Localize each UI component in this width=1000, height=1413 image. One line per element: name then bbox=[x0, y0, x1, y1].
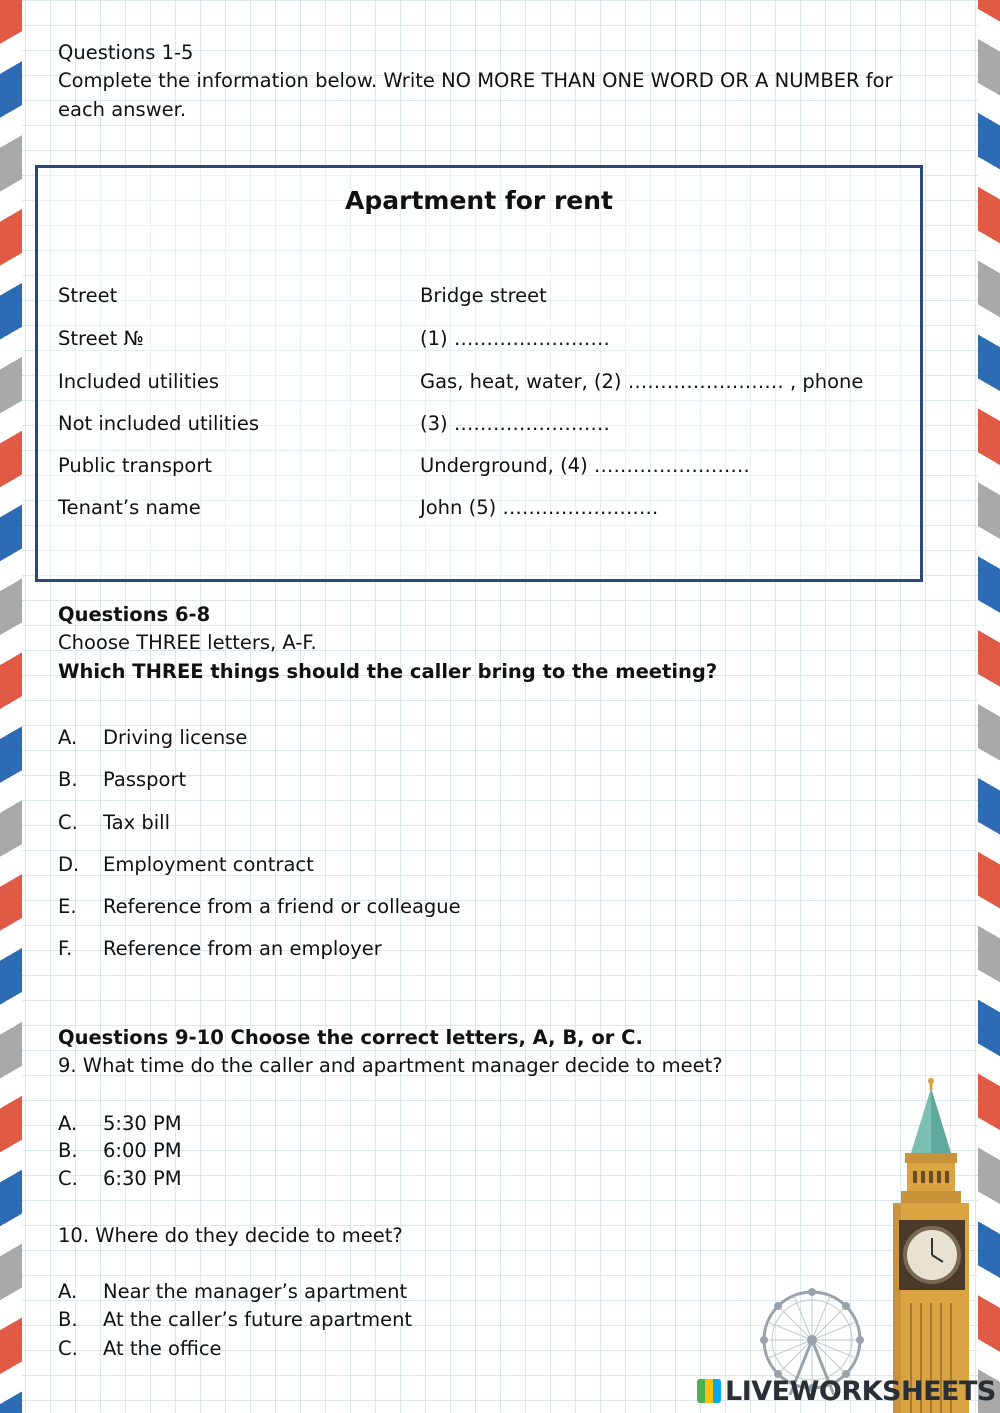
airmail-border-left bbox=[0, 0, 22, 1413]
liveworksheets-logo: LIVEWORKSHEETS bbox=[697, 1376, 996, 1408]
option-item[interactable]: D. Employment contract bbox=[58, 853, 314, 876]
option-item[interactable]: C. 6:30 PM bbox=[58, 1167, 182, 1190]
answer-blank-5[interactable]: John (5) …………………… bbox=[420, 496, 659, 519]
option-item[interactable]: F. Reference from an employer bbox=[58, 937, 382, 960]
form-row-label: Tenant’s name bbox=[58, 496, 201, 519]
option-item[interactable]: B. 6:00 PM bbox=[58, 1139, 182, 1162]
option-item[interactable]: C. At the office bbox=[58, 1337, 222, 1360]
option-item[interactable]: A. Near the manager’s apartment bbox=[58, 1280, 408, 1303]
answer-blank-4[interactable]: Underground, (4) …………………… bbox=[420, 454, 750, 477]
form-row-label: Not included utilities bbox=[58, 412, 260, 435]
option-item[interactable]: E. Reference from a friend or colleague bbox=[58, 895, 461, 918]
option-item[interactable]: B. Passport bbox=[58, 768, 187, 791]
question-10: 10. Where do they decide to meet? bbox=[58, 1224, 403, 1247]
question-9: 9. What time do the caller and apartment manager decide to meet? bbox=[58, 1054, 723, 1077]
option-item[interactable]: C. Tax bill bbox=[58, 811, 171, 834]
answer-blank-1[interactable]: (1) …………………… bbox=[420, 327, 610, 350]
form-title: Apartment for rent bbox=[345, 186, 613, 215]
questions-9-10-heading: Questions 9-10 Choose the correct letters, A, B, or C. bbox=[58, 1026, 643, 1049]
form-row-label: Street bbox=[58, 284, 118, 307]
form-row-label: Street № bbox=[58, 327, 144, 350]
form-row-label: Public transport bbox=[58, 454, 213, 477]
liveworksheets-logo-mark bbox=[697, 1379, 721, 1403]
questions-6-8-heading: Questions 6-8 bbox=[58, 603, 211, 626]
option-item[interactable]: A. 5:30 PM bbox=[58, 1112, 182, 1135]
questions-1-5-instruction: Complete the information below. Write NO MORE THAN ONE WORD OR A NUMBER for each answer. bbox=[58, 69, 893, 121]
option-item[interactable]: A. Driving license bbox=[58, 726, 248, 749]
answer-blank-3[interactable]: (3) …………………… bbox=[420, 412, 610, 435]
questions-1-5-heading: Questions 1-5 bbox=[58, 41, 194, 64]
option-item[interactable]: B. At the caller’s future apartment bbox=[58, 1308, 413, 1331]
airmail-border-right bbox=[978, 0, 1000, 1413]
form-row-label: Included utilities bbox=[58, 370, 220, 393]
questions-6-8-instruction: Choose THREE letters, A-F. bbox=[58, 631, 317, 654]
big-ben-illustration bbox=[885, 1078, 975, 1413]
questions-6-8-question: Which THREE things should the caller bring to the meeting? bbox=[58, 660, 718, 683]
form-row-value: Bridge street bbox=[420, 284, 547, 307]
answer-blank-2[interactable]: Gas, heat, water, (2) …………………… , phone bbox=[420, 370, 864, 393]
